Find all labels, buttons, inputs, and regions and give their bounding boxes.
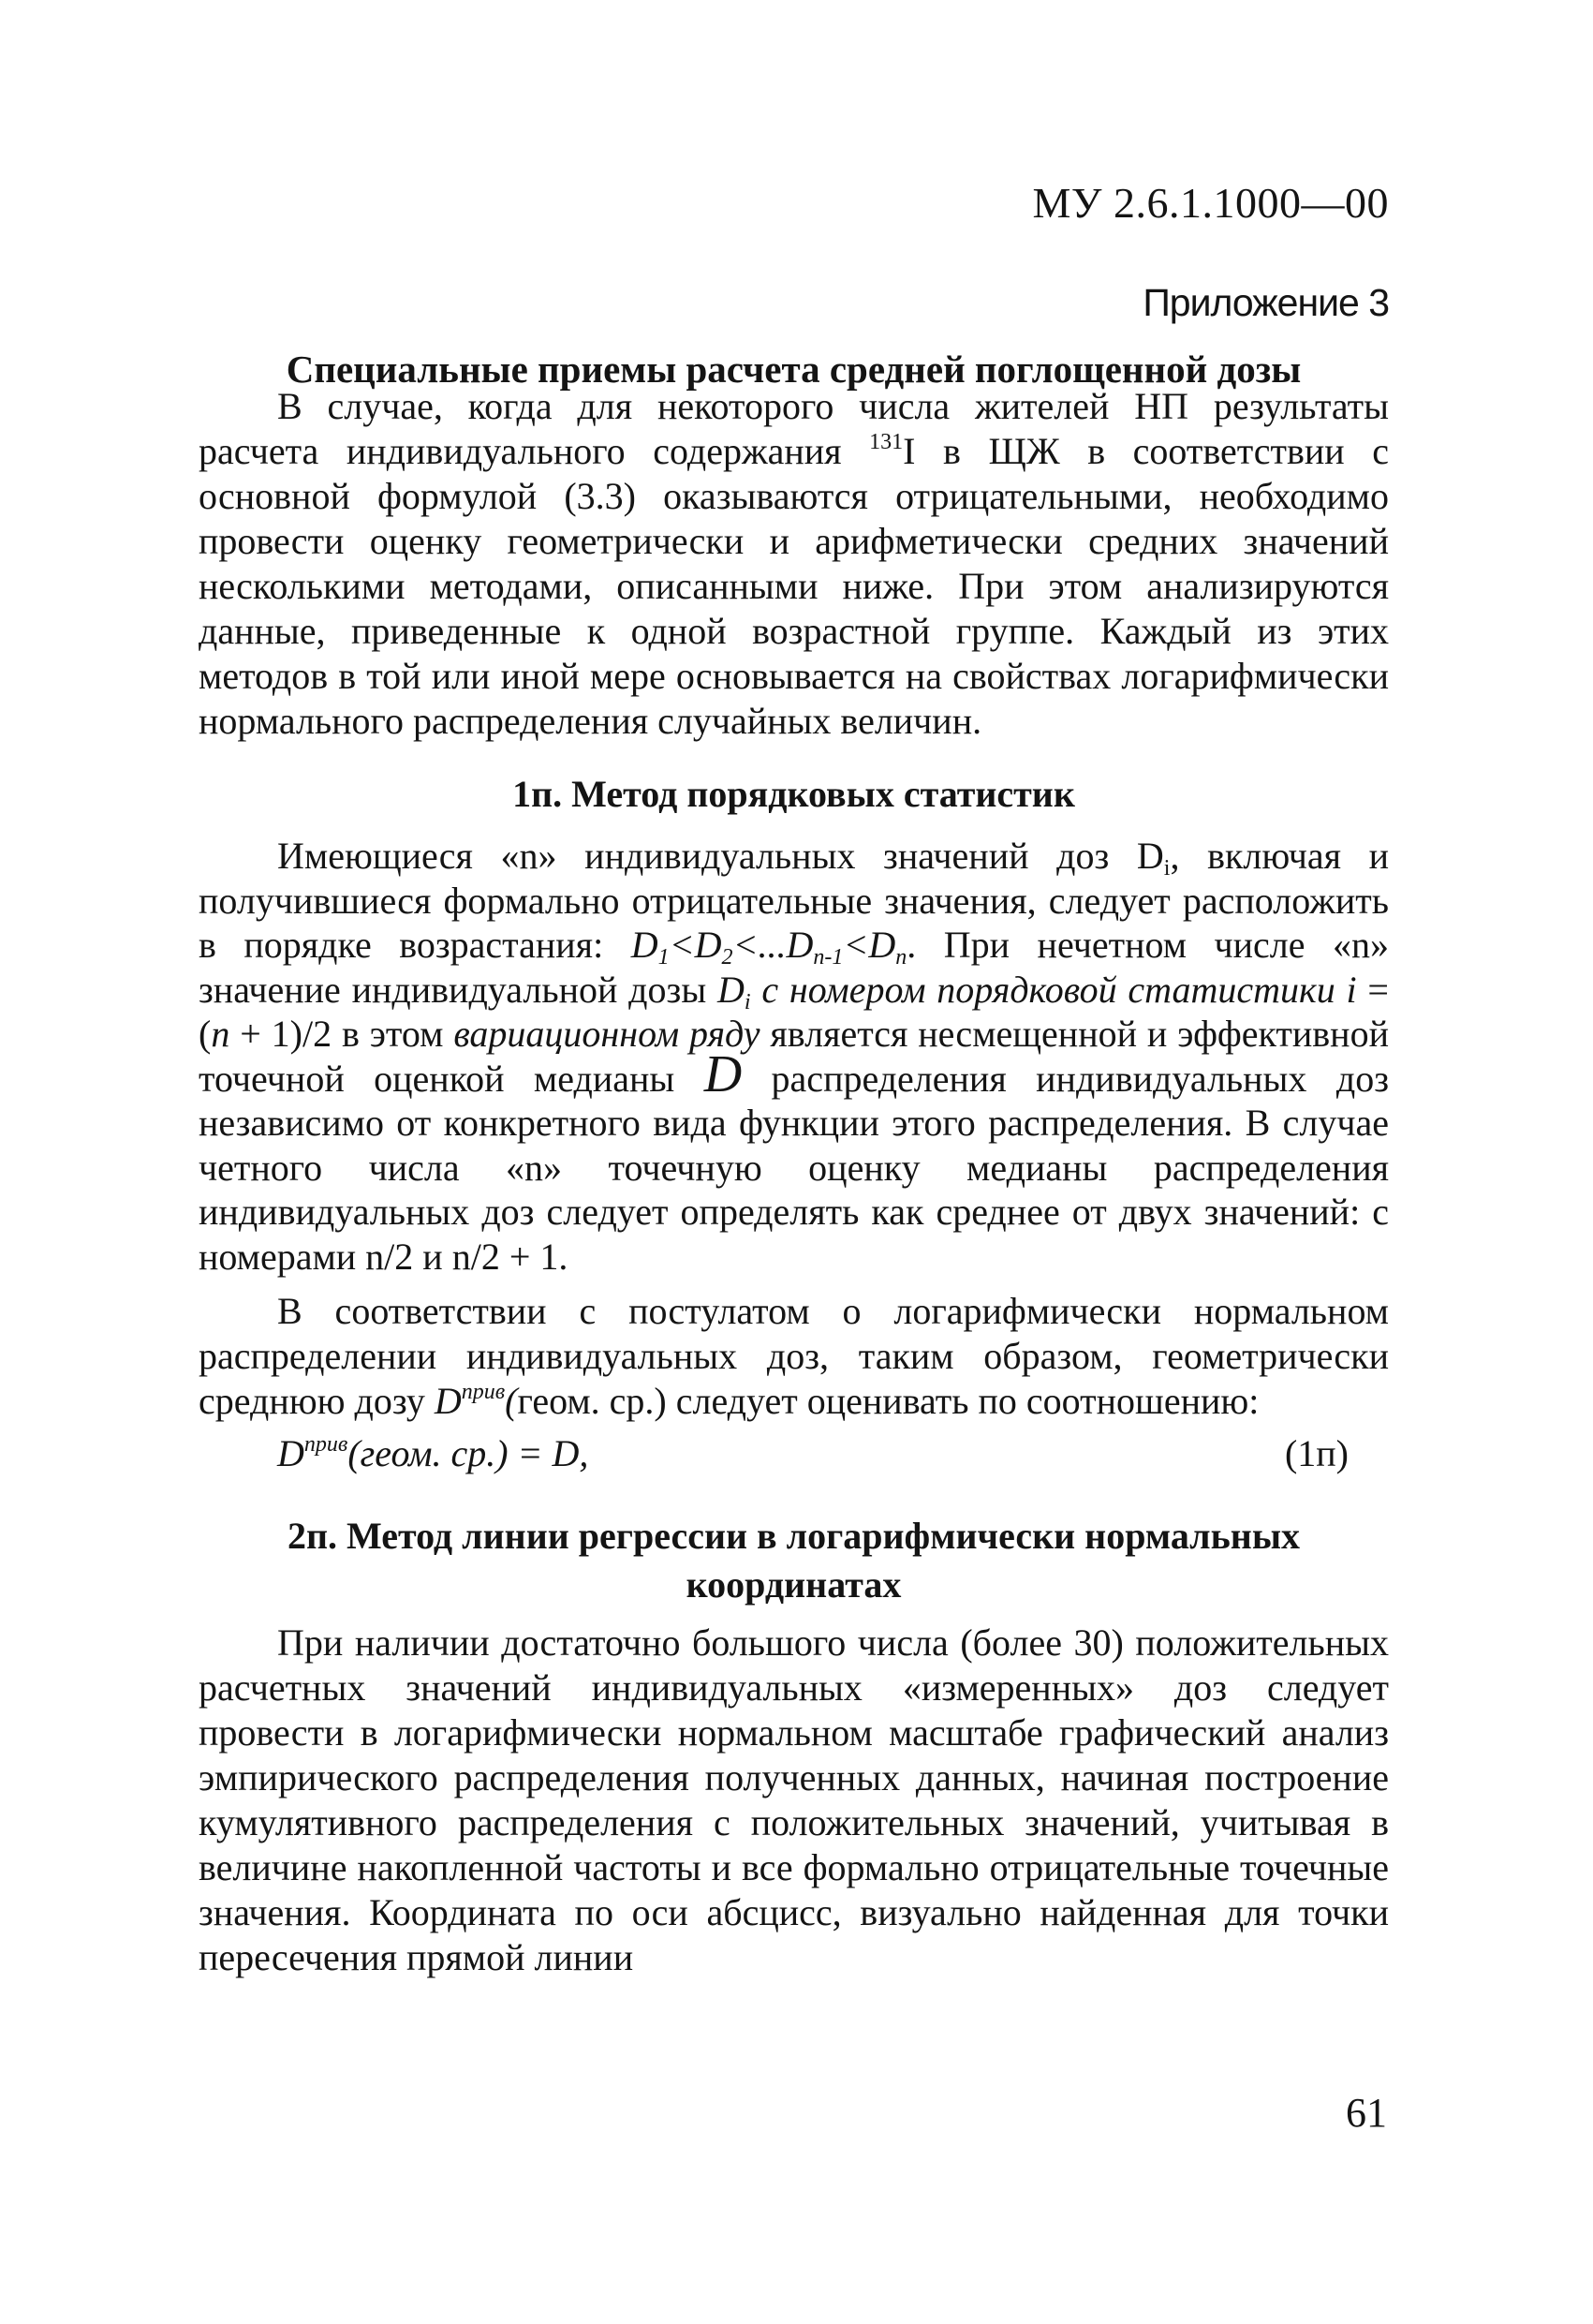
ordered-sequence: $D_1<D_2<...D_{n-1}<D_n$ (630, 924, 907, 970)
section-1-paragraph-2: В соответствии с постулатом о логарифмически нормальном распределении индивидуальных доз, таким образом, геометрически среднюю дозу $D^{прив}(геом$. ср.) следует оценивать по соотношению: (199, 1290, 1389, 1422)
section-1-heading: 1п. Метод порядковых статистик (512, 773, 1075, 815)
section-2-heading: 2п. Метод линии регрессии в логарифмически нормальных координатах (287, 1515, 1301, 1606)
page-title: Специальные приемы расчета средней поглощенной дозы (286, 348, 1302, 391)
formula-number: (1п) (1284, 1432, 1349, 1474)
section-2-paragraph-1: При наличии достаточно большого числа (более 30) положительных расчетных значений индивидуальных «измеренных» доз следует провести в логарифмически нормальном масштабе графический анализ эмпирического распределения полученных данных, начиная построение кумулятивного распределения с положительных значений, учитывая в величине накопленной частоты и все формально отрицательные точечные значения. Координата по оси абсцисс, визуально найденная для точки пересечения прямой линии (199, 1621, 1389, 1978)
section-1-paragraph-1: Имеющиеся «n» индивидуальных значений доз $D_i$, включая и получившиеся формально отрицательные значения, следует расположить в порядке возрастания: $D_1<D_2<...D_{n-1}<D_n$. При нечетном числе «n» значение индивидуальной дозы $D_i$ с номером порядковой статистики i = (n + 1)/2 в этом вариационном ряду является несмещенной и эффективной точечной оценкой медианы D распределения индивидуальных доз независимо от конкретного вида функции этого распределения. В случае четного числа «n» точечную оценку медианы распределения индивидуальных доз следует определять как среднее от двух значений: с номерами n/2 и n/2 + 1. (199, 835, 1390, 1278)
formula-1p: $D^{прив}(геом$. ср.) = D, (1п) (277, 1432, 1349, 1474)
isotope-element: I (903, 430, 916, 472)
intro-paragraph: В случае, когда для некоторого числа жителей НП результаты расчета индивидуального содержания $^{131}$I в ЩЖ в соответствии с основной формулой (3.3) оказываются отрицательными, необходимо провести оценку геометрически и арифметически средних значений несколькими методами, описанными ниже. При этом анализируются данные, приведенные к одной возрастной группе. Каждый из этих методов в той или иной мере основывается на свойствах логарифмически нормального распределения случайных величин. (199, 385, 1390, 742)
document-code: МУ 2.6.1.1000—00 (1032, 179, 1389, 227)
isotope-mass-number: 131 (869, 430, 904, 454)
appendix-label: Приложение 3 (1143, 281, 1389, 324)
page-number: 61 (1346, 2090, 1387, 2136)
median-symbol: D (703, 1044, 743, 1103)
